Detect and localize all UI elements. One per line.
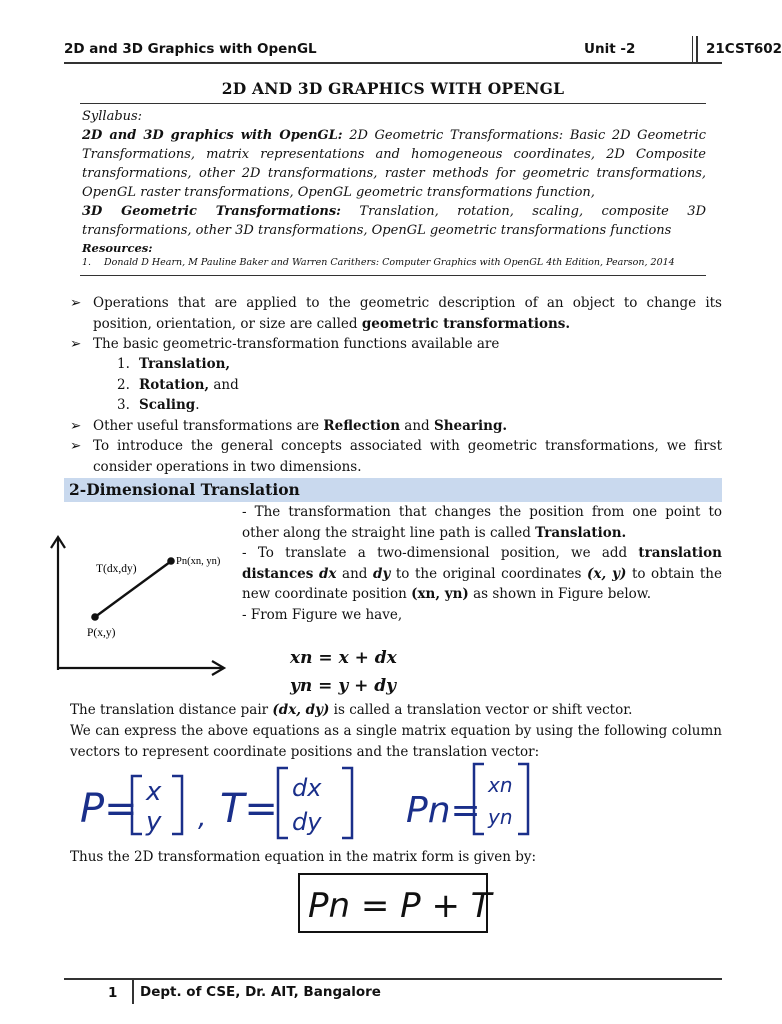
page-title: 2D AND 3D GRAPHICS WITH OPENGL xyxy=(221,79,565,98)
figure-pn-label: Pn(xn, yn) xyxy=(176,556,221,567)
list-bold: Scaling xyxy=(139,397,196,413)
hw-p-bot: y xyxy=(146,807,162,837)
hw-p-lhs: P= xyxy=(80,786,138,832)
footer-divider xyxy=(132,980,134,1004)
arrow-bullet-icon: ➢ xyxy=(70,336,82,352)
section-heading-text: 2-Dimensional Translation xyxy=(69,480,300,499)
hw-comma: , xyxy=(198,803,207,833)
pair-pre: The translation distance pair xyxy=(70,702,273,718)
bullet-3-bold2: Shearing. xyxy=(433,418,508,434)
resource-item xyxy=(82,256,706,270)
bullet-3-pre: Other useful transformations are xyxy=(93,418,324,434)
bracket-right-icon xyxy=(172,776,182,834)
translation-desc xyxy=(242,543,722,605)
desc-and: and xyxy=(336,565,373,582)
hw-t-lhs: T= xyxy=(220,786,278,832)
list-item xyxy=(117,395,239,416)
translation-def-text: - The transformation that changes the position from one point to other along the straight line path is called xyxy=(242,504,722,541)
bullet-3-bold1: Reflection xyxy=(323,418,401,434)
desc-coord: (x, y) xyxy=(587,565,627,582)
resource-num: 1. xyxy=(82,257,92,268)
resources-label: Resources: xyxy=(82,241,153,255)
header-course: 2D and 3D Graphics with OpenGL xyxy=(64,41,317,57)
footer-dept: Dept. of CSE, Dr. AIT, Bangalore xyxy=(140,984,381,1000)
boxed-equation-svg xyxy=(300,875,492,931)
list-bold: Translation, xyxy=(139,356,231,372)
arrow-bullet-icon: ➢ xyxy=(70,418,82,434)
syllabus-2d xyxy=(82,126,706,202)
desc-bold: translation distances xyxy=(242,545,722,582)
desc-end: as shown in Figure below. xyxy=(468,586,652,602)
from-figure-text: - From Figure we have, xyxy=(242,607,403,623)
desc-mid: to the original coordinates xyxy=(390,565,588,582)
list-item xyxy=(117,375,239,396)
desc-new-coord: (xn, yn) xyxy=(411,586,469,602)
bullet-2-text: The basic geometric-transformation functions available are xyxy=(93,336,500,352)
page-footer xyxy=(64,978,722,1004)
page-header xyxy=(64,38,782,64)
boxed-equation xyxy=(298,873,492,933)
desc-post: to obtain the new coordinate position xyxy=(242,565,722,602)
bullet-2 xyxy=(70,334,722,355)
list-item xyxy=(117,354,239,375)
pair-post: is called a translation vector or shift vector. xyxy=(329,702,633,718)
matrix-intro-text: We can express the above equations as a single matrix equation by using the following column vectors to represent coordinate positions and the translation vector: xyxy=(70,723,722,760)
header-unit: Unit -2 xyxy=(584,41,636,57)
figure-t-label: T(dx,dy) xyxy=(96,563,137,575)
translation-def xyxy=(242,502,722,543)
point-pn xyxy=(167,557,175,565)
translation-figure xyxy=(44,528,234,678)
bullet-3-mid: and xyxy=(400,418,434,434)
syllabus-2d-text: 2D Geometric Transformations: Basic 2D Geometric Transformations, matrix representations and homogeneous coordinates, 2D Composite transformations, other 2D transformations, raster methods for geometric transformations, OpenGL raster transformations, OpenGL geometric transformations function, xyxy=(82,128,706,200)
desc-pre: - To translate a two-dimensional position, we add xyxy=(242,545,639,561)
syllabus-3d-text: Translation, rotation, scaling, composite 3D transformations, other 3D transformations, OpenGL geometric transformations functions xyxy=(82,204,706,238)
bracket-right-icon xyxy=(342,768,352,838)
syllabus-3d xyxy=(82,202,706,240)
desc-dx: dx xyxy=(318,565,337,582)
numbered-list xyxy=(117,354,239,416)
bullet-1 xyxy=(70,293,722,334)
figure-p-label: P(x,y) xyxy=(87,627,116,639)
page-number: 1 xyxy=(108,985,118,1001)
list-rest: . xyxy=(195,397,200,413)
arrow-bullet-icon: ➢ xyxy=(70,438,82,454)
equation-yn: yn = y + dy xyxy=(290,676,397,696)
syllabus-label: Syllabus: xyxy=(82,109,143,124)
section-heading xyxy=(64,478,722,502)
header-code: 21CST602 xyxy=(706,41,782,57)
hw-t-top: dx xyxy=(292,774,322,802)
pair-bold: (dx, dy) xyxy=(272,702,330,718)
syllabus-box xyxy=(80,103,706,276)
resource-text: Donald D Hearn, M Pauline Baker and Warren Carithers: Computer Graphics with OpenGL 4th Edition, Pearson, 2014 xyxy=(104,257,675,268)
thus-text: Thus the 2D transformation equation in the matrix form is given by: xyxy=(70,849,537,865)
hw-t-bot: dy xyxy=(292,808,322,836)
boxed-equation-text: Pn = P + T xyxy=(308,886,492,926)
equation-xn: xn = x + dx xyxy=(290,648,397,668)
bullet-1-text: Operations that are applied to the geometric description of an object to change its position, orientation, or size are called xyxy=(93,295,722,332)
list-bold: Rotation, xyxy=(139,376,210,393)
bullet-3 xyxy=(70,416,722,437)
desc-dy: dy xyxy=(373,565,391,582)
vector-pair-text xyxy=(70,700,722,721)
bullet-1-bold: geometric transformations. xyxy=(361,315,571,332)
point-p xyxy=(91,613,99,621)
bullet-4-text: To introduce the general concepts associated with geometric transformations, we first consider operations in two dimensions. xyxy=(93,438,722,475)
hw-pn-bot: yn xyxy=(488,805,513,829)
header-divider xyxy=(692,36,693,64)
hw-pn-top: xn xyxy=(488,773,513,797)
bullet-4 xyxy=(70,436,722,477)
handwritten-vectors xyxy=(70,762,540,844)
list-num: 1. xyxy=(117,356,130,372)
arrow-bullet-icon: ➢ xyxy=(70,295,82,311)
list-num: 3. xyxy=(117,397,130,413)
bracket-right-icon xyxy=(518,764,528,834)
header-divider-2 xyxy=(696,36,698,64)
translation-def-bold: Translation. xyxy=(535,524,627,541)
syllabus-3d-label: 3D Geometric Transformations: xyxy=(82,204,341,219)
hw-pn-lhs: Pn= xyxy=(406,790,481,831)
list-num: 2. xyxy=(117,376,130,393)
list-rest: and xyxy=(209,376,239,393)
syllabus-2d-label: 2D and 3D graphics with OpenGL: xyxy=(82,128,343,143)
bracket-left-icon xyxy=(278,768,288,838)
hw-p-top: x xyxy=(146,777,162,807)
